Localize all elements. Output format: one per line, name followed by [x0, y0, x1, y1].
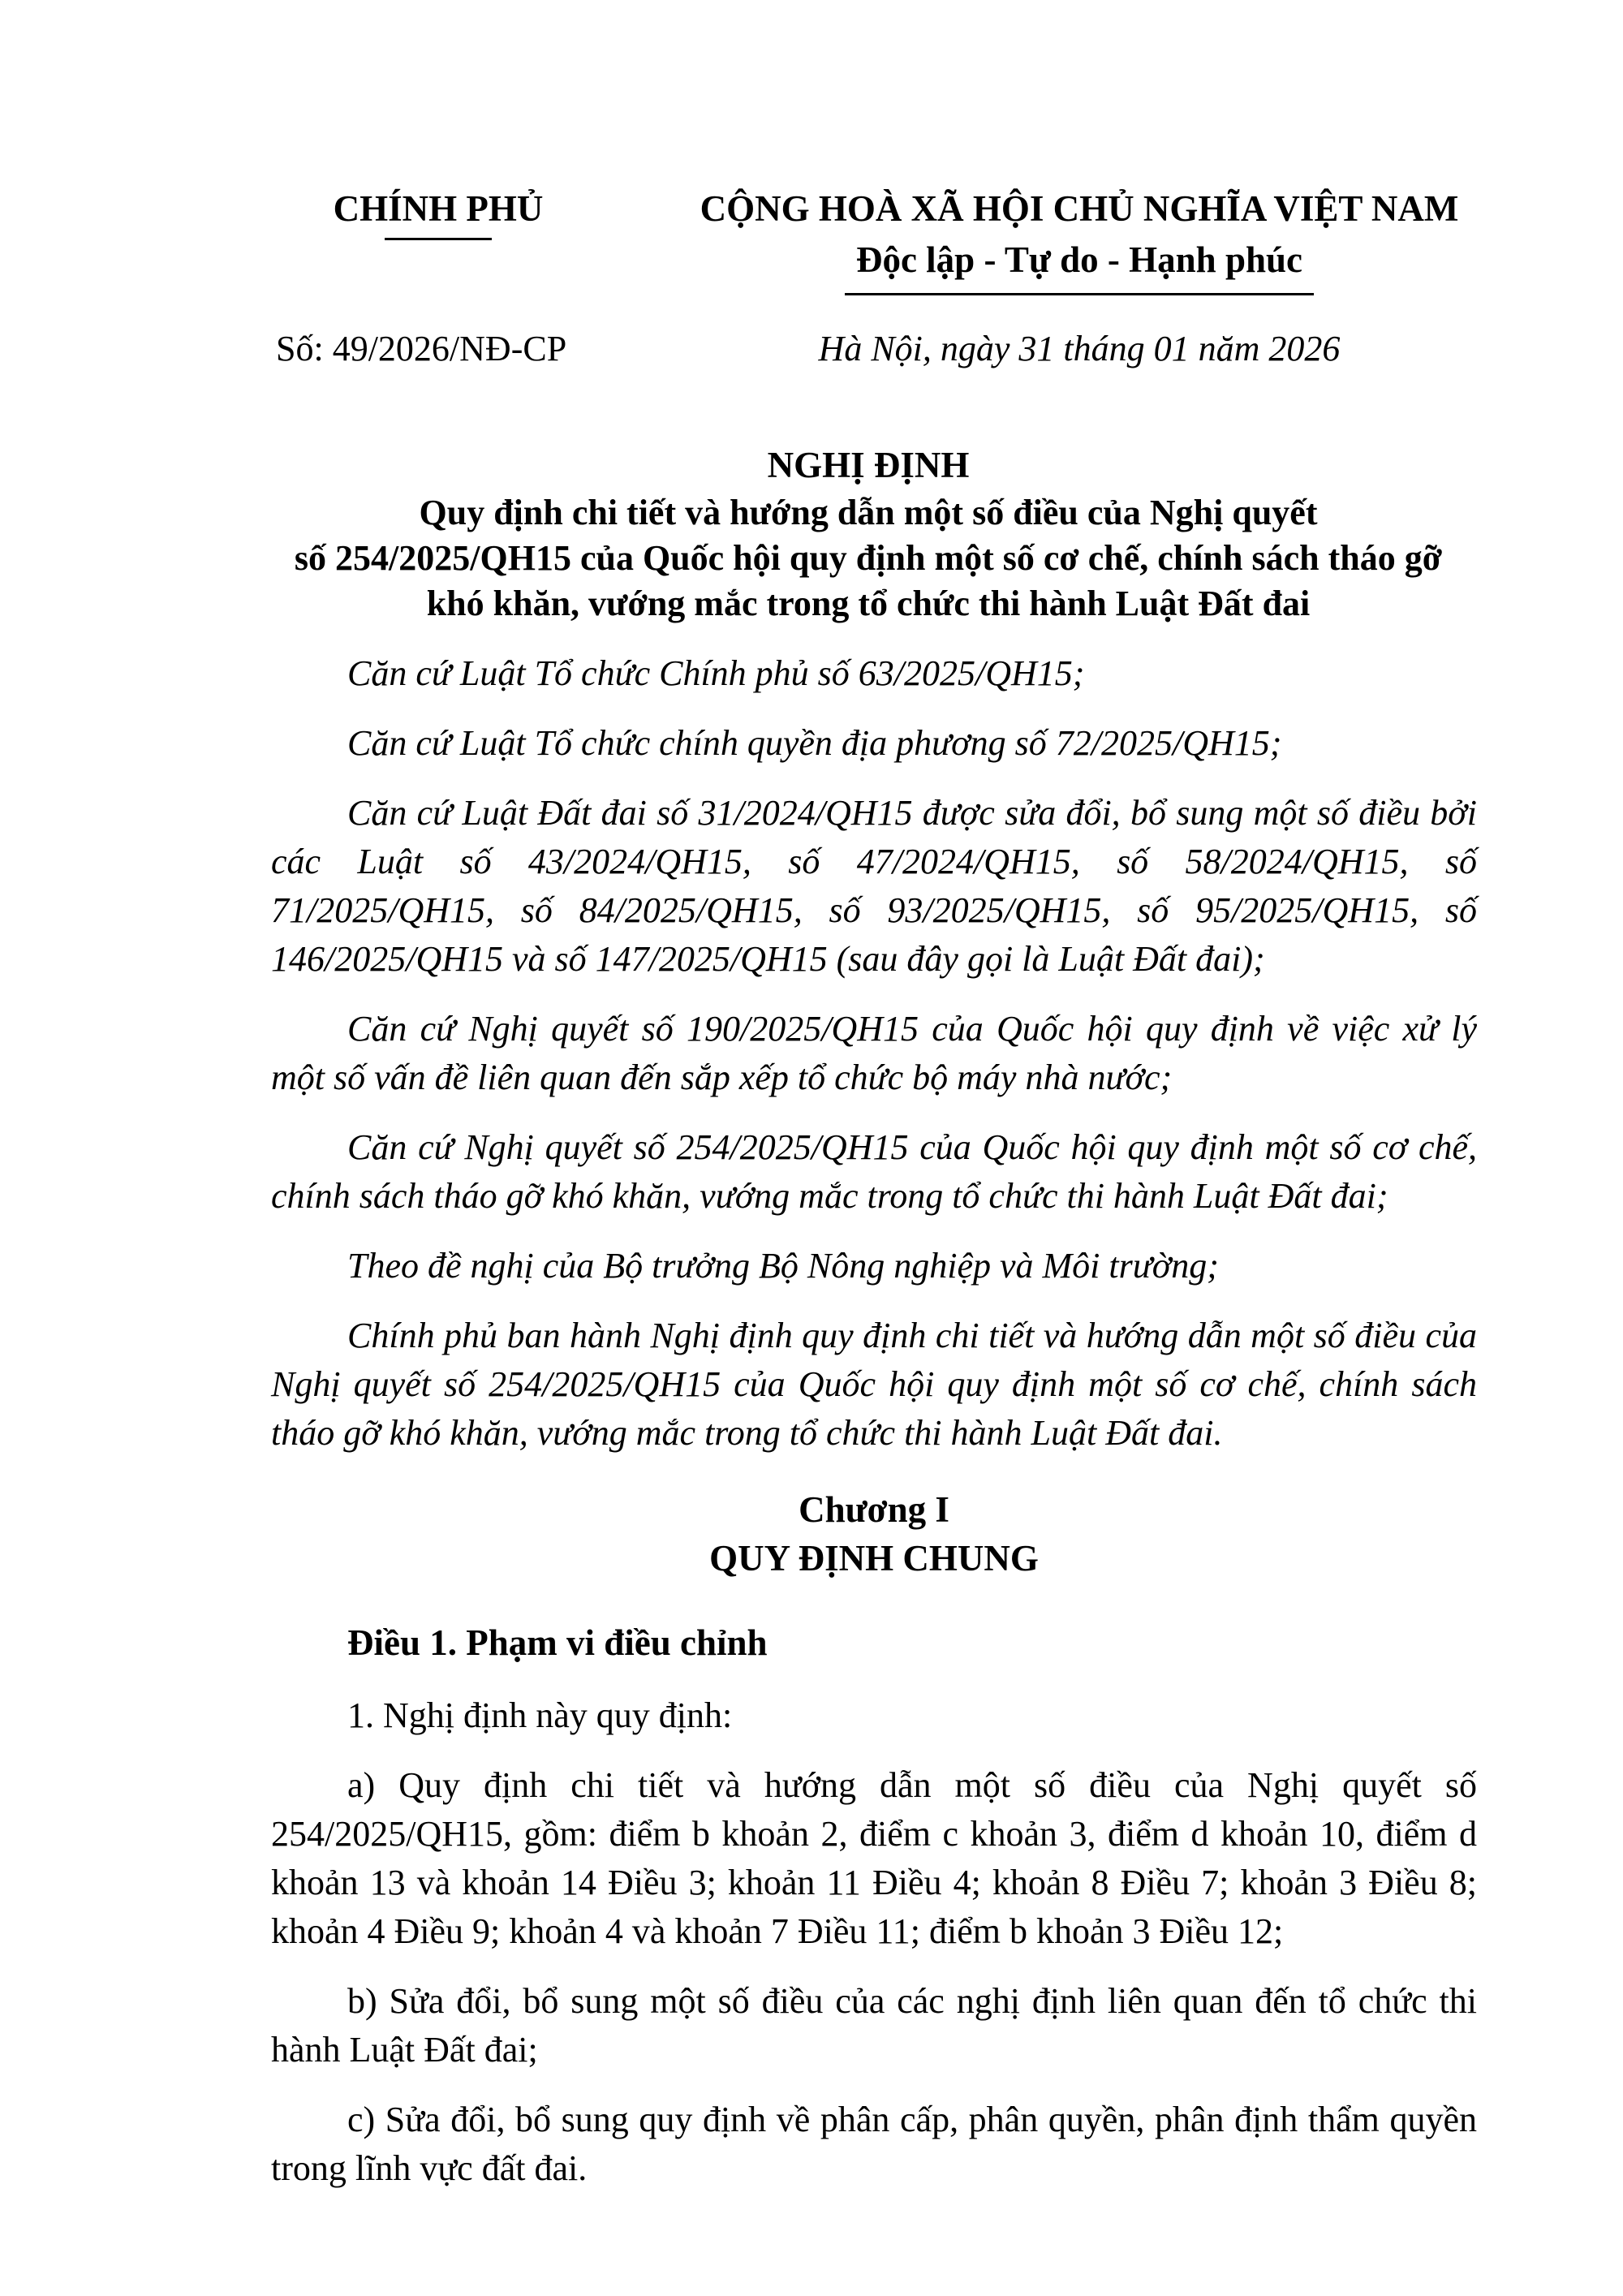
preamble-paragraph: Căn cứ Luật Tổ chức chính quyền địa phương số 72/2025/QH15; [347, 723, 1282, 763]
issuer-block [268, 183, 609, 240]
preamble-paragraph: Theo đề nghị của Bộ trưởng Bộ Nông nghiệp và Môi trường; [347, 1246, 1219, 1286]
point-b: b) Sửa đổi, bổ sung một số điều của các nghị định liên quan đến tổ chức thi hành Luật Đất đai; [271, 1981, 1477, 2070]
title-line-1: Quy định chi tiết và hướng dẫn một số điều của Nghị quyết [419, 493, 1318, 532]
document-type: NGHỊ ĐỊNH [767, 445, 970, 485]
national-motto: Độc lập - Tự do - Hạnh phúc [855, 239, 1303, 280]
preamble-paragraph: Căn cứ Nghị quyết số 254/2025/QH15 của Quốc hội quy định một số cơ chế, chính sách tháo gỡ khó khăn, vướng mắc trong tổ chức thi hành Luật Đất đai; [271, 1127, 1477, 1216]
preamble-paragraph: Chính phủ ban hành Nghị định quy định chi tiết và hướng dẫn một số điều của Nghị quyết số 254/2025/QH15 của Quốc hội quy định một số cơ chế, chính sách tháo gỡ khó khăn, vướng mắc trong tổ chức thi hành Luật Đất đai. [271, 1316, 1477, 1453]
preamble-paragraph: Căn cứ Luật Tổ chức Chính phủ số 63/2025/QH15; [347, 653, 1085, 693]
clause-1: 1. Nghị định này quy định: [347, 1695, 733, 1735]
nation-block [633, 183, 1526, 295]
document-body [271, 649, 1477, 2214]
place-and-date: Hà Nội, ngày 31 tháng 01 năm 2026 [818, 329, 1341, 368]
preamble-paragraph: Căn cứ Nghị quyết số 190/2025/QH15 của Quốc hội quy định về việc xử lý một số vấn đề liên quan đến sắp xếp tổ chức bộ máy nhà nước; [271, 1009, 1477, 1097]
chapter-name: QUY ĐỊNH CHUNG [709, 1538, 1039, 1579]
document-number: Số: 49/2026/NĐ-CP [276, 329, 567, 368]
chapter-heading [271, 1485, 1477, 1583]
title-line-2: số 254/2025/QH15 của Quốc hội quy định một số cơ chế, chính sách tháo gỡ [294, 538, 1443, 578]
title-line-3: khó khăn, vướng mắc trong tổ chức thi hành Luật Đất đai [426, 584, 1311, 623]
issuer-name: CHÍNH PHỦ [333, 188, 544, 229]
document-title [260, 440, 1477, 627]
chapter-number: Chương I [799, 1489, 949, 1530]
issuer-underline [385, 238, 492, 240]
point-a: a) Quy định chi tiết và hướng dẫn một số điều của Nghị quyết số 254/2025/QH15, gồm: điểm b khoản 2, điểm c khoản 3, điểm d khoản 10, điểm d khoản 13 và khoản 14 Điều 3; khoản 11 Điều 4; khoản 8 Điều 7; khoản 3 Điều 8; khoản 4 Điều 9; khoản 4 và khoản 7 Điều 11; điểm b khoản 3 Điều 12; [271, 1765, 1477, 1951]
preamble-paragraph: Căn cứ Luật Đất đai số 31/2024/QH15 được sửa đổi, bổ sung một số điều bởi các Luật số 43/2024/QH15, số 47/2024/QH15, số 58/2024/QH15, số 71/2025/QH15, số 84/2025/QH15, số 93/2025/QH15, số 95/2025/QH15, số 146/2025/QH15 và số 147/2025/QH15 (sau đây gọi là Luật Đất đai); [271, 793, 1477, 979]
article-heading: Điều 1. Phạm vi điều chỉnh [347, 1622, 768, 1663]
nation-name: CỘNG HOÀ XÃ HỘI CHỦ NGHĨA VIỆT NAM [700, 188, 1459, 229]
motto-underline [845, 293, 1314, 295]
point-c: c) Sửa đổi, bổ sung quy định về phân cấp, phân quyền, phân định thẩm quyền trong lĩnh vực đất đai. [271, 2100, 1477, 2188]
